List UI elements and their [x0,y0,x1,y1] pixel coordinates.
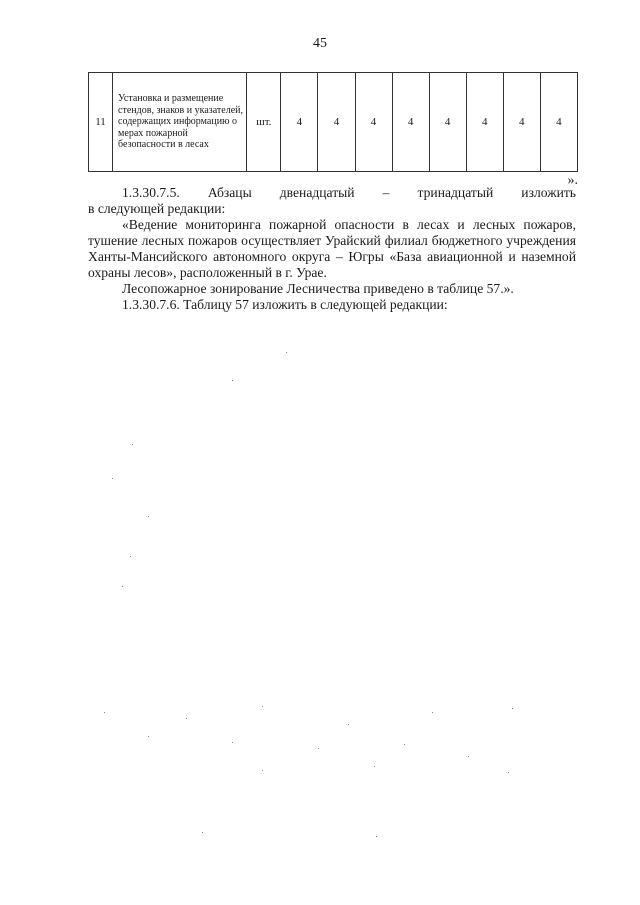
value-cell: 4 [281,73,318,172]
scan-noise [130,556,131,557]
scan-noise [374,766,375,767]
paragraph-table-amendment: 1.3.30.7.6. Таблицу 57 изложить в следующей редакции: [122,297,448,312]
scan-noise [262,770,263,771]
scan-noise [432,712,433,713]
scan-noise [232,742,233,743]
scan-noise [318,748,319,749]
scan-noise [262,706,263,707]
scan-noise [186,718,187,719]
scan-noise [508,772,509,773]
scan-noise [512,708,513,709]
value-cell: 4 [392,73,429,172]
paragraph-monitoring: «Ведение мониторинга пожарной опасности в лесах и лесных пожаров, тушение лесных пожаров осуществляет Урайский филиал бюджетного учреждения Ханты-Мансийского автономного округа – Югры «База авиационной и наземной охраны лесов», расположенный в г. Урае. [88,217,576,280]
value-cell: 4 [466,73,503,172]
scan-noise [376,836,377,837]
paragraph-amendment-line2: в следующей редакции: [88,201,226,216]
value-cell: 4 [540,73,577,172]
scan-noise [122,586,123,587]
description-cell: Установка и размещение стендов, знаков и указателей, содержащих информацию о мерах пожарной безопасности в лесах [113,73,247,172]
value-cell: 4 [429,73,466,172]
unit-cell: шт. [247,73,281,172]
scan-noise [112,478,113,479]
body-text [88,185,576,313]
scan-noise [468,756,469,757]
value-cell: 4 [503,73,540,172]
scan-noise [148,736,149,737]
paragraph-zoning: Лесопожарное зонирование Лесничества приведено в таблице 57.». [122,281,514,296]
table-row [89,73,578,172]
value-cell: 4 [318,73,355,172]
value-cell: 4 [355,73,392,172]
scan-noise [404,744,405,745]
measures-table [88,72,578,172]
scan-noise [104,712,105,713]
scan-noise [148,516,149,517]
scan-noise [202,832,203,833]
closing-quote: ». [567,173,578,188]
scan-noise [132,444,133,445]
page-number: 45 [313,36,327,51]
scan-noise [286,352,287,353]
scan-noise [348,724,349,725]
paragraph-amendment-line1: 1.3.30.7.5. Абзацы двенадцатый – тринадцатый изложить [122,185,576,200]
row-number-cell: 11 [89,73,113,172]
scan-noise [232,380,233,381]
